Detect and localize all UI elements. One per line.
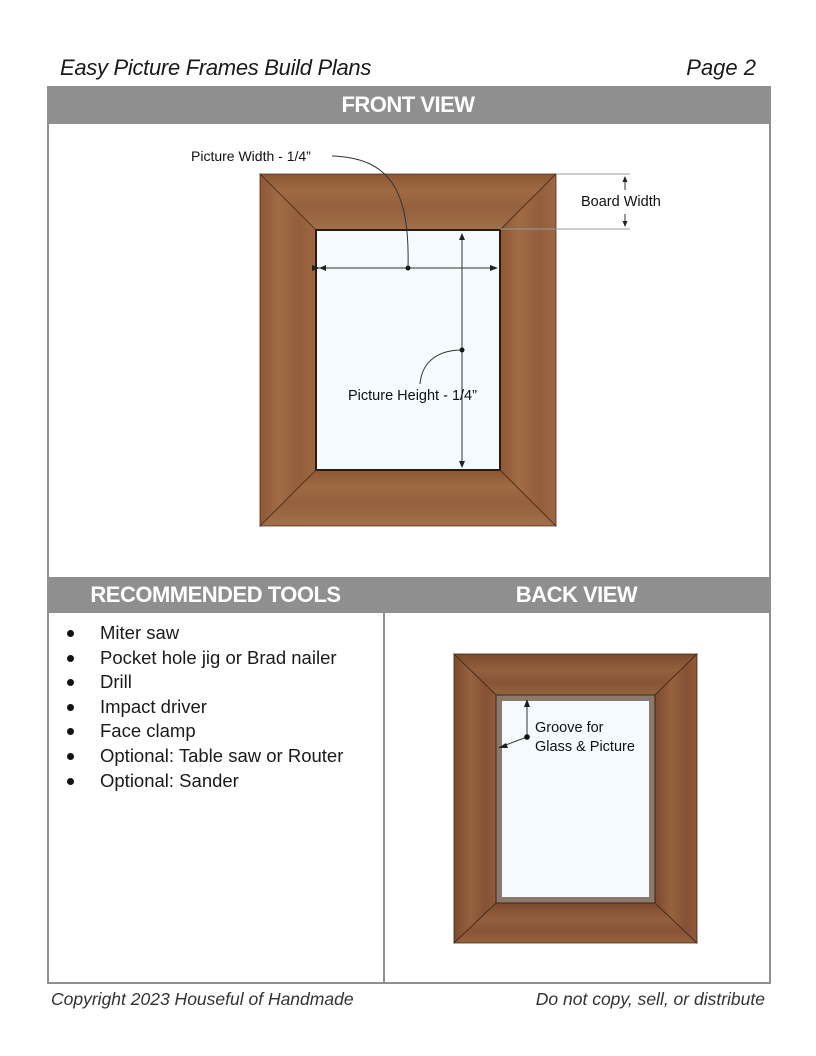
- page-number: Page 2: [686, 55, 756, 80]
- board-width-label: Board Width: [581, 194, 661, 210]
- recommended-tools-heading: RECOMMENDED TOOLS: [47, 577, 384, 613]
- back-frame: [454, 654, 697, 943]
- back-view-heading: BACK VIEW: [384, 577, 769, 613]
- list-item: Optional: Table saw or Router: [64, 744, 343, 769]
- list-item: Optional: Sander: [64, 769, 343, 794]
- picture-height-label: Picture Height - 1/4”: [348, 388, 477, 404]
- copyright-text: Copyright 2023 Houseful of Handmade: [51, 989, 354, 1009]
- distribution-notice: Do not copy, sell, or distribute: [535, 989, 765, 1009]
- groove-label-line1: Groove for: [535, 720, 604, 736]
- list-item: Impact driver: [64, 695, 343, 720]
- list-item: Face clamp: [64, 719, 343, 744]
- list-item: Miter saw: [64, 621, 343, 646]
- page-title: Easy Picture Frames Build Plans: [60, 55, 372, 80]
- picture-width-label: Picture Width - 1/4”: [191, 148, 311, 164]
- list-item: Pocket hole jig or Brad nailer: [64, 646, 343, 671]
- front-view-heading: FRONT VIEW: [47, 86, 769, 124]
- groove-label-line2: Glass & Picture: [535, 739, 635, 755]
- list-item: Drill: [64, 670, 343, 695]
